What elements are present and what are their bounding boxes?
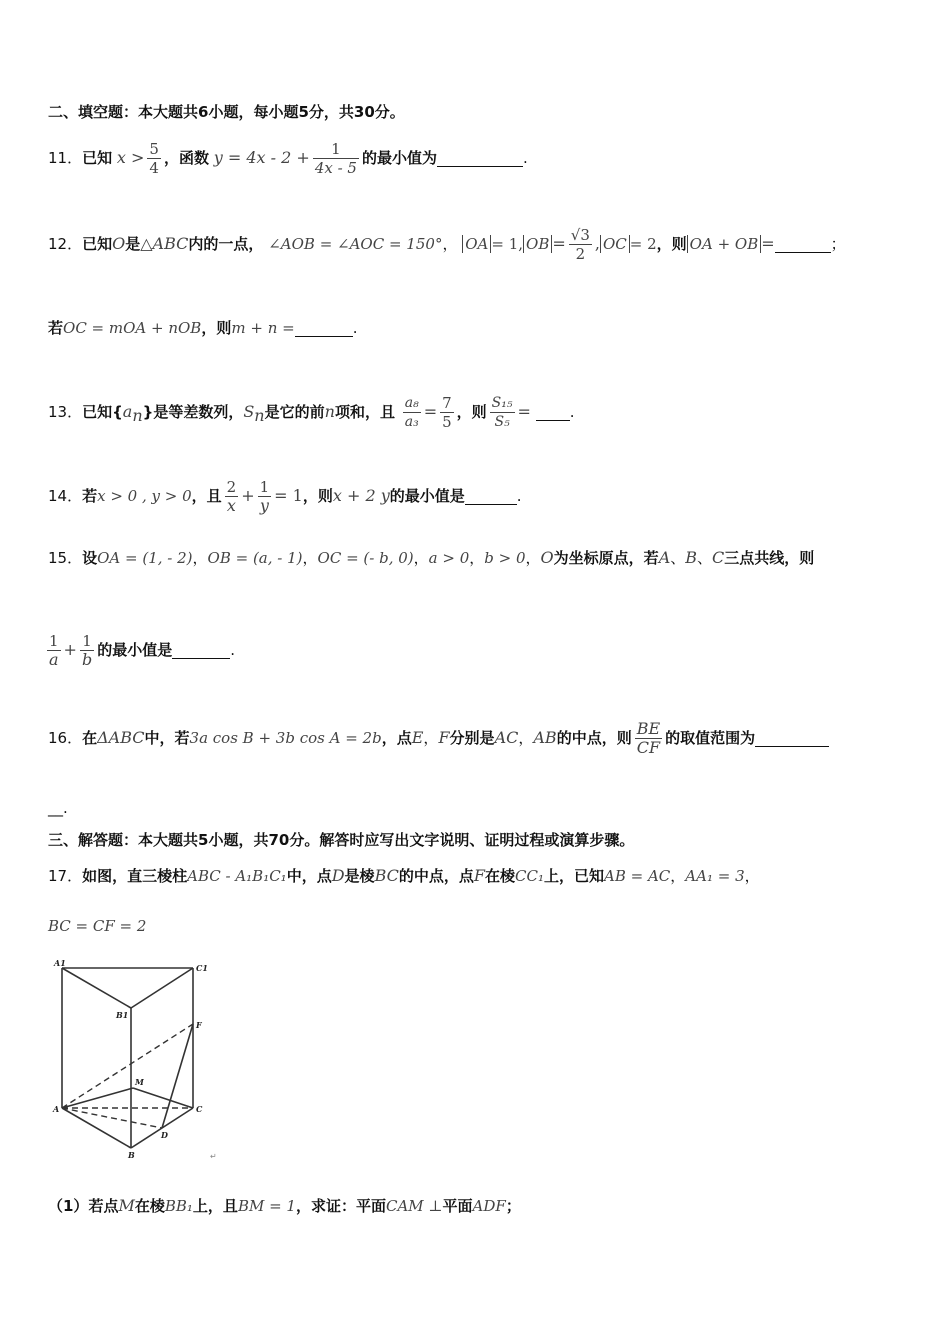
q11-cond-num: 5 — [149, 140, 159, 158]
q16-f-num: BE — [636, 719, 661, 738]
q15-f2-den: b — [81, 650, 93, 669]
q11-cond-fraction — [147, 140, 161, 177]
q11-end: . — [523, 149, 528, 167]
q12-angles: ∠AOB = ∠AOC = 150° — [268, 235, 443, 253]
edge-f-d — [162, 1024, 193, 1128]
q13-s5: S₅ — [490, 412, 515, 431]
q11-fn-num: 1 — [331, 140, 341, 158]
edge-m-c — [133, 1088, 193, 1108]
q12-ob-den: 2 — [569, 244, 592, 263]
q12-text-4: ，则 — [656, 235, 687, 253]
q16-comma-1: ， — [423, 729, 439, 747]
q11-fn-den: 4x - 5 — [314, 159, 357, 177]
q12-text-2: 是 — [125, 235, 141, 253]
q12-l2-end: . — [352, 319, 358, 337]
q16-ac: AC — [494, 728, 519, 747]
q11-text-2: ，函数 — [163, 149, 209, 167]
q13-a3: a₃ — [404, 414, 419, 430]
q17-p1-point-m: M — [118, 1196, 135, 1215]
q17-p1-bb1: BB₁ — [164, 1197, 193, 1215]
q16-comma-2: ， — [518, 729, 534, 747]
q17-number: 17． — [48, 867, 83, 885]
q13-eq1: = — [423, 402, 438, 421]
q14-text-3: ，则 — [302, 487, 333, 505]
q11-text-1: 已知 — [82, 149, 113, 167]
q17-p1-adf: ADF — [472, 1197, 506, 1215]
q13-eq2: = — [517, 402, 531, 421]
q12-triangle: △ABC — [140, 234, 189, 253]
q14-number: 14． — [48, 487, 83, 505]
q16-ab: AB — [533, 728, 557, 747]
question-17-part1 — [48, 1196, 521, 1216]
q17-aa1: AA₁ = 3 — [685, 867, 745, 885]
q16-f-den: CF — [635, 738, 662, 757]
q16-triangle: ΔABC — [97, 728, 145, 747]
question-14 — [48, 478, 522, 515]
q14-plus: + — [241, 486, 255, 505]
q16-answer-blank[interactable] — [755, 730, 829, 747]
q17-text-5: 在棱 — [484, 867, 515, 885]
q13-ratio-den: 5 — [442, 413, 452, 431]
q12-l2-text-2: ，则 — [201, 319, 232, 337]
label-a: A — [53, 1104, 60, 1114]
q13-an: a — [122, 402, 133, 421]
edge-a1-b1 — [62, 968, 131, 1008]
q15-comma-5: ， — [525, 549, 541, 567]
q14-text-1: 若 — [82, 487, 98, 505]
q14-fraction-2 — [258, 478, 272, 515]
q16-point-e: E — [411, 728, 424, 747]
q14-expression: x + 2 y — [332, 486, 390, 505]
q15-text-2: 为坐标原点，若 — [553, 549, 659, 567]
q16-text-5: 的中点，则 — [556, 729, 632, 747]
question-16 — [48, 720, 829, 757]
q15-answer-blank[interactable] — [172, 642, 230, 659]
q15-sep-1: 、 — [670, 549, 686, 567]
q16-text-1: 在 — [82, 729, 98, 747]
label-d: D — [161, 1130, 168, 1140]
q15-origin: O — [540, 548, 554, 567]
question-15-line2 — [44, 632, 235, 669]
q17-cc1: CC₁ — [515, 867, 544, 885]
q15-l2-text: 的最小值是 — [97, 641, 173, 659]
q17-p1-bm: BM = 1 — [237, 1197, 296, 1215]
q17-p1-text-5: 平面 — [442, 1197, 473, 1215]
q12-oc-sep: , — [594, 234, 600, 253]
q12-ob-eq: = — [552, 234, 566, 253]
q17-comma-1: ， — [670, 867, 686, 885]
q12-text-1: 已知 — [82, 235, 113, 253]
q12-sum-eq: = — [761, 234, 775, 253]
q13-an-sub: n — [132, 406, 143, 425]
q13-s15: S₁₅ — [491, 395, 513, 411]
q15-point-b: B — [685, 548, 698, 567]
q14-text-4: 的最小值是 — [389, 487, 465, 505]
q17-text-1: 如图，直三棱柱 — [82, 867, 188, 885]
q13-sn: S — [243, 402, 255, 421]
q15-oa: OA = (1, - 2) — [97, 549, 193, 567]
q15-comma-1: ， — [192, 549, 208, 567]
q12-l2-expression-2: m + n = — [231, 319, 295, 337]
q15-point-c: C — [712, 548, 725, 567]
q15-fraction-1 — [47, 632, 61, 669]
q15-text-3: 三点共线，则 — [724, 549, 815, 567]
q15-text-1: 设 — [82, 549, 98, 567]
q15-f1-num: 1 — [49, 632, 59, 650]
question-15 — [48, 548, 814, 568]
q17-point-f: F — [473, 866, 485, 885]
q13-text-3: 是它的前 — [264, 403, 325, 421]
q12-oc-value: = 2 — [629, 235, 657, 253]
q12-point-o: O — [112, 234, 126, 253]
q15-f1-den: a — [49, 650, 59, 669]
q13-s-fraction — [490, 394, 515, 431]
q14-eq: = 1 — [274, 486, 303, 505]
q16-point-f: F — [438, 728, 450, 747]
q12-number: 12． — [48, 235, 83, 253]
q11-number: 11． — [48, 149, 83, 167]
q17-text-4: 的中点，点 — [398, 867, 474, 885]
q14-answer-blank[interactable] — [465, 488, 517, 505]
q12-oa-value: = 1, — [491, 235, 524, 253]
label-f: F — [196, 1020, 202, 1030]
q17-text-6: 上，已知 — [543, 867, 604, 885]
q15-number: 15． — [48, 549, 83, 567]
q12-ob-num: √3 — [570, 226, 590, 244]
paragraph-mark: ↵ — [210, 1152, 217, 1161]
prism-figure — [44, 952, 224, 1162]
q13-a-fraction — [403, 394, 421, 431]
q16-equation: 3a cos B + 3b cos A = 2b — [189, 729, 382, 747]
q15-fraction-2 — [80, 632, 94, 669]
q13-ratio-num: 7 — [442, 394, 452, 412]
q11-condition: x > — [116, 148, 145, 167]
q13-text-2: }是等差数列， — [142, 403, 244, 421]
q16-text-2: 中，若 — [144, 729, 190, 747]
section3-header-text: 三、解答题：本大题共5小题，共70分。解答时应写出文字说明、证明过程或演算步骤。 — [48, 831, 635, 849]
q17-p1-text-3: 上，且 — [192, 1197, 238, 1215]
q17-point-d: D — [331, 866, 345, 885]
q13-sn-sub: n — [254, 406, 265, 425]
q14-f1-den: x — [225, 496, 239, 515]
q17-comma-2: ， — [744, 867, 760, 885]
q13-n: n — [324, 402, 335, 421]
q13-ratio-fraction — [440, 394, 454, 431]
label-a1: A1 — [54, 958, 66, 968]
q16-fraction — [635, 720, 662, 757]
q15-point-a: A — [658, 548, 671, 567]
q14-condition: x > 0 , y > 0 — [97, 487, 192, 505]
q13-text-5: ，则 — [456, 403, 487, 421]
q15-f2-num: 1 — [82, 632, 92, 650]
q13-text-1: 已知{ — [82, 403, 123, 421]
q12-text-3: 内的一点， — [188, 235, 264, 253]
label-b: B — [128, 1150, 135, 1160]
q15-sep-2: 、 — [697, 549, 713, 567]
q17-ab-ac: AB = AC — [603, 867, 671, 885]
q14-f2-num: 1 — [259, 478, 270, 496]
q12-l2-text-1: 若 — [48, 319, 64, 337]
q15-comma-4: ， — [469, 549, 485, 567]
q17-bc-cf: BC = CF = 2 — [48, 917, 147, 935]
q13-end: . — [569, 403, 575, 421]
question-12-line2 — [48, 318, 357, 338]
label-m: M — [135, 1077, 144, 1087]
q15-comma-3: ， — [413, 549, 429, 567]
q14-fraction-1 — [225, 478, 239, 515]
q17-p1-text-1: 若点 — [88, 1197, 119, 1215]
question-17-line2 — [48, 916, 146, 936]
q12-answer-blank-2[interactable] — [295, 320, 353, 337]
q14-f2-den: y — [258, 496, 272, 515]
q15-b-positive: b > 0 — [484, 549, 526, 567]
q13-answer-blank[interactable] — [536, 404, 570, 421]
question-12 — [48, 226, 846, 263]
question-16-cont — [48, 798, 68, 818]
q13-a8: a₈ — [404, 395, 419, 411]
q12-l2-expression: OC = mOA + nOB — [63, 319, 202, 337]
section2-header — [48, 102, 405, 122]
q17-text-3: 是棱 — [344, 867, 375, 885]
q16-continuation: __. — [48, 799, 68, 817]
q11-function: y = 4x - 2 + — [213, 148, 310, 167]
q15-oc: OC = (- b, 0) — [317, 549, 414, 567]
edge-b1-c1 — [131, 968, 193, 1008]
edge-a-d-hidden — [62, 1108, 162, 1128]
q12-answer-blank-1[interactable] — [775, 236, 831, 253]
q17-bc: BC — [374, 866, 399, 885]
question-11 — [48, 140, 528, 177]
section3-header — [48, 830, 634, 850]
q17-prism: ABC - A₁B₁C₁ — [187, 867, 287, 885]
q14-end: . — [516, 487, 522, 505]
q12-ob-fraction — [569, 226, 592, 263]
q11-fn-fraction — [313, 140, 359, 177]
q15-a-positive: a > 0 — [428, 549, 470, 567]
section2-header-text: 二、填空题：本大题共6小题，每小题5分，共30分。 — [48, 103, 405, 121]
q11-answer-blank[interactable] — [437, 150, 523, 167]
q14-text-2: ，且 — [191, 487, 222, 505]
q15-l2-end: . — [230, 641, 235, 659]
q14-f1-num: 2 — [226, 478, 237, 496]
q12-abs-oa: OA — [462, 235, 491, 253]
q12-abs-oc: OC — [600, 235, 630, 253]
q16-number: 16． — [48, 729, 83, 747]
q15-comma-2: ， — [302, 549, 318, 567]
q17-p1-cam: CAM ⊥ — [385, 1197, 443, 1215]
q11-cond-den: 4 — [149, 159, 159, 177]
edge-a-b — [62, 1108, 131, 1148]
question-13 — [48, 394, 574, 431]
q15-plus: + — [63, 640, 77, 659]
label-c: C — [196, 1104, 203, 1114]
q16-text-6: 的取值范围为 — [665, 729, 756, 747]
edge-a-f-hidden — [62, 1024, 193, 1108]
q15-ob: OB = (a, - 1) — [207, 549, 303, 567]
q16-text-4: 分别是 — [449, 729, 495, 747]
q17-p1-end: ； — [505, 1197, 521, 1215]
label-c1: C1 — [196, 963, 208, 973]
q13-number: 13． — [48, 403, 83, 421]
q12-end: ； — [830, 235, 846, 253]
q17-p1-text-4: ，求证：平面 — [295, 1197, 386, 1215]
q17-p1-number: （1） — [48, 1197, 89, 1215]
q13-text-4: 项和，且 — [334, 403, 395, 421]
q16-text-3: ，点 — [381, 729, 412, 747]
q12-abs-sum: OA + OB — [687, 235, 762, 253]
label-b1: B1 — [116, 1010, 129, 1020]
q17-p1-text-2: 在棱 — [134, 1197, 165, 1215]
q17-text-2: 中，点 — [286, 867, 332, 885]
question-17 — [48, 866, 760, 886]
q12-comma: ， — [442, 235, 458, 253]
q11-text-3: 的最小值为 — [361, 149, 437, 167]
edge-a-m — [62, 1088, 133, 1108]
q12-abs-ob: OB — [523, 235, 552, 253]
